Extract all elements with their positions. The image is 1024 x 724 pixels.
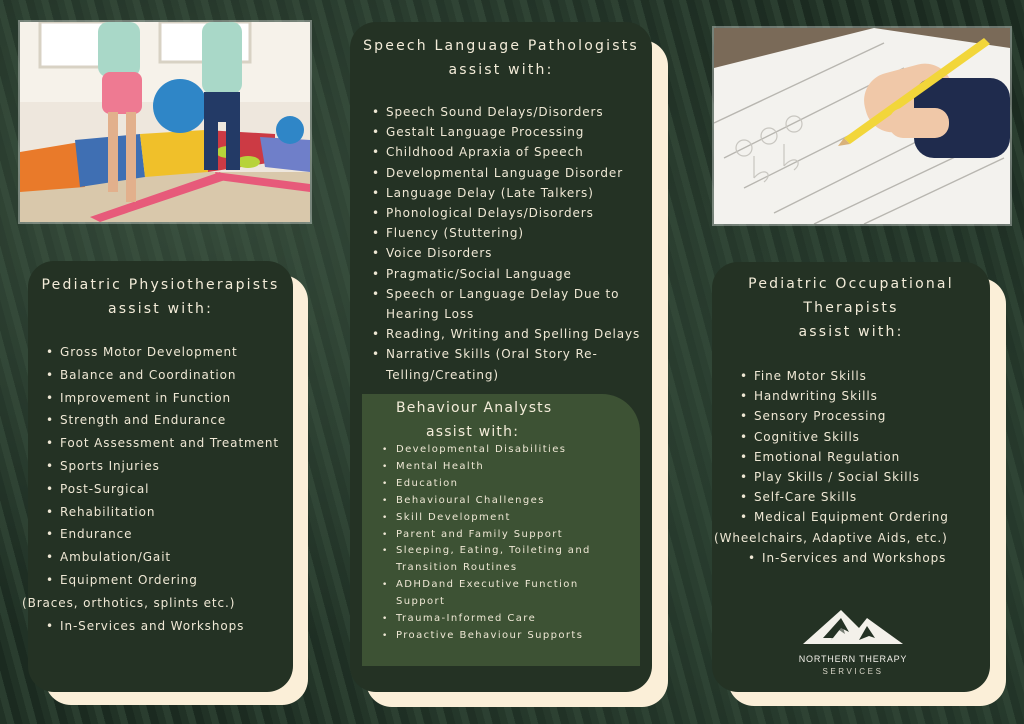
list-item: • Fluency (Stuttering) (372, 223, 652, 243)
list-item: • Endurance (46, 523, 293, 546)
list-item: • Pragmatic/Social Language (372, 264, 652, 284)
physio-title-line1: Pediatric Physiotherapists (41, 277, 280, 293)
company-sub: SERVICES (822, 667, 884, 676)
list-item-sleep (382, 543, 640, 577)
list-item: • Ambulation/Gait (46, 546, 293, 569)
ba-list (382, 442, 640, 645)
list-item: • Sensory Processing (740, 406, 990, 426)
kids-balance-beam-photo (18, 20, 312, 224)
list-item: • Balance and Coordination (46, 364, 293, 387)
list-item: • Trauma-Informed Care (382, 611, 640, 628)
list-item: • Cognitive Skills (740, 427, 990, 447)
list-item-narrative (372, 344, 652, 384)
ot-list (714, 366, 990, 568)
hearing-line2: Hearing Loss (386, 307, 475, 322)
list-item: • Speech Sound Delays/Disorders (372, 102, 652, 122)
ba-title-line2: assist with: (426, 424, 520, 440)
company-logo (798, 604, 908, 676)
ot-panel (712, 262, 990, 692)
list-item: • Equipment Ordering (46, 569, 293, 592)
list-item: • Voice Disorders (372, 243, 652, 263)
list-item: • Gross Motor Development (46, 341, 293, 364)
sleep-line2: Transition Routines (396, 562, 518, 574)
list-item-hearing (372, 284, 652, 324)
list-item: • Mental Health (382, 459, 640, 476)
mountain-logo-icon (801, 604, 905, 648)
equipment-note: (Braces, orthotics, splints etc.) (22, 595, 236, 610)
physio-list (22, 341, 293, 637)
slp-title-line2: assist with: (448, 62, 554, 78)
slp-list (372, 102, 652, 385)
list-item: • Childhood Apraxia of Speech (372, 142, 652, 162)
list-item: • Developmental Disabilities (382, 442, 640, 459)
slp-title-line1: Speech Language Pathologists (363, 38, 639, 54)
company-name: NORTHERN THERAPY (798, 654, 908, 664)
narrative-line2: Telling/Creating) (386, 367, 499, 382)
adhd-line2: Support (396, 596, 446, 608)
ot-title-line1: Pediatric Occupational (748, 276, 954, 292)
ba-panel (362, 394, 640, 666)
list-item: • Rehabilitation (46, 501, 293, 524)
list-item: • Strength and Endurance (46, 409, 293, 432)
list-item: • Medical Equipment Ordering (740, 507, 990, 527)
list-item: • Language Delay (Late Talkers) (372, 183, 652, 203)
slp-title (350, 22, 652, 82)
physio-title-line2: assist with: (107, 301, 214, 317)
list-item: • Gestalt Language Processing (372, 122, 652, 142)
sleep-line1: Sleeping, Eating, Toileting and (396, 545, 591, 557)
equipment-note: (Wheelchairs, Adaptive Aids, etc.) (714, 530, 948, 545)
physio-title (28, 261, 293, 321)
list-item: • In-Services and Workshops (748, 548, 990, 568)
ba-title-line1: Behaviour Analysts (396, 400, 553, 416)
slp-panel (350, 22, 652, 692)
narrative-line1: Narrative Skills (Oral Story Re- (386, 347, 598, 362)
list-item: • Play Skills / Social Skills (740, 467, 990, 487)
ot-title-line3: assist with: (798, 324, 904, 340)
list-item-adhd (382, 577, 640, 611)
handwriting-photo (712, 26, 1012, 226)
list-item: • Education (382, 476, 640, 493)
list-item: • Proactive Behaviour Supports (382, 628, 640, 645)
list-item: • Behavioural Challenges (382, 493, 640, 510)
physio-panel (22, 261, 293, 692)
list-item: • Developmental Language Disorder (372, 163, 652, 183)
list-item: • Emotional Regulation (740, 447, 990, 467)
list-item: • Handwriting Skills (740, 386, 990, 406)
list-item: • Self-Care Skills (740, 487, 990, 507)
list-item: • Phonological Delays/Disorders (372, 203, 652, 223)
list-item: • Parent and Family Support (382, 527, 640, 544)
adhd-line1: ADHDand Executive Function (396, 579, 579, 591)
ba-title (362, 394, 640, 444)
ot-title-line2: Therapists (803, 300, 899, 316)
list-item: • Post-Surgical (46, 478, 293, 501)
list-item: • In-Services and Workshops (46, 615, 293, 638)
list-item: • Skill Development (382, 510, 640, 527)
list-item: • Improvement in Function (46, 387, 293, 410)
list-item: • Fine Motor Skills (740, 366, 990, 386)
list-item: • Reading, Writing and Spelling Delays (372, 324, 652, 344)
ot-title (712, 262, 990, 344)
list-item: • Foot Assessment and Treatment (46, 432, 293, 455)
list-item: • Sports Injuries (46, 455, 293, 478)
hearing-line1: Speech or Language Delay Due to (386, 286, 620, 301)
